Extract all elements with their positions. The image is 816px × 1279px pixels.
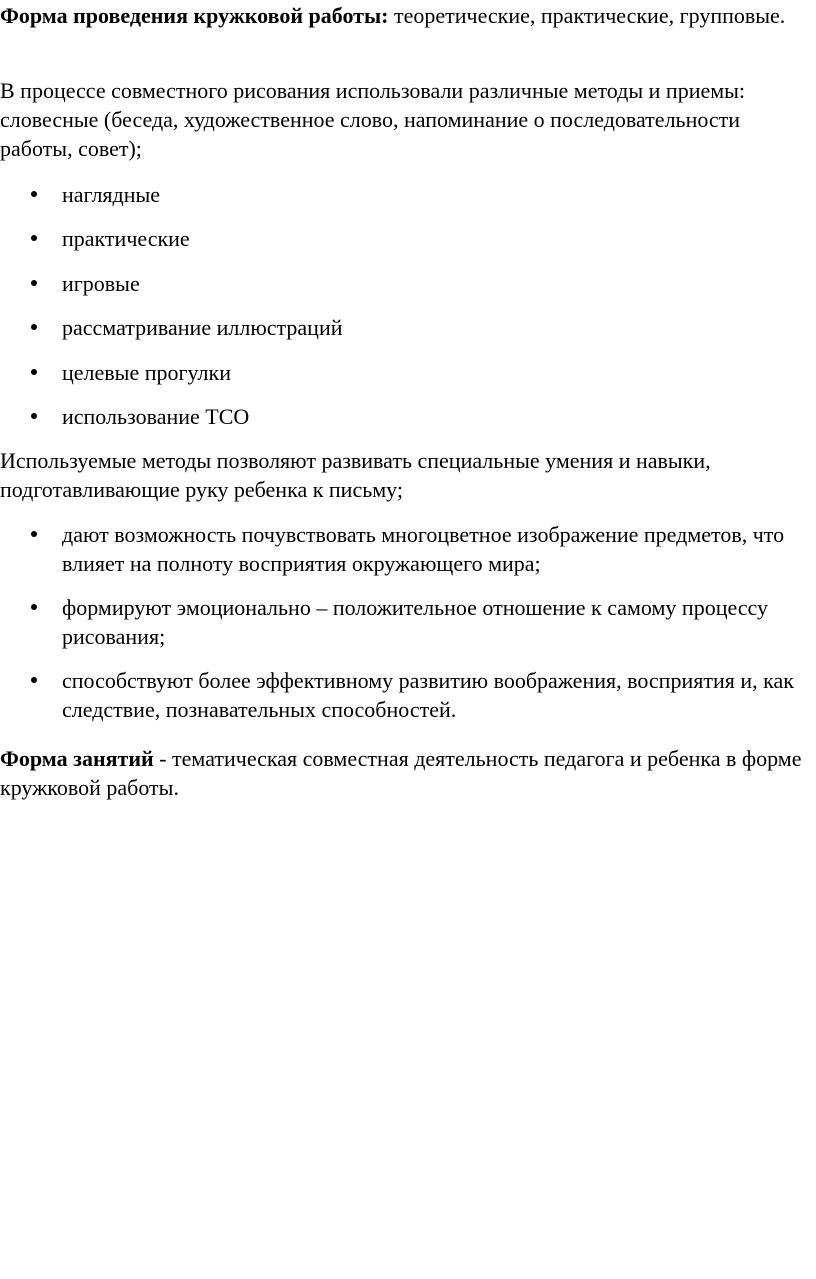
bold-heading: Форма проведения кружковой работы: [0, 3, 389, 28]
list-item-text: рассматривание иллюстраций [62, 315, 343, 341]
paragraph-form-of-classes [0, 744, 814, 802]
bullet-icon [31, 677, 37, 683]
list-item [0, 593, 814, 651]
bullet-icon [31, 235, 37, 241]
list-item-text: практические [62, 226, 190, 252]
list-item [0, 358, 814, 402]
list-item [0, 402, 814, 446]
list-item [0, 224, 814, 268]
list-item-text: дают возможность почувствовать многоцветное изображение предметов, что влияет на полноту восприятия окружающего мира; [62, 522, 785, 576]
paragraph-methods-purpose: Используемые методы позволяют развивать специальные умения и навыки, подготавливающие руку ребенка к письму; [0, 448, 711, 502]
bullet-icon [31, 413, 37, 419]
bullet-icon [31, 604, 37, 610]
list-item-text: наглядные [62, 182, 161, 207]
list-item-text: способствуют более эффективному развитию воображения, восприятия и, как следствие, познавательных способностей. [62, 668, 794, 722]
methods-list [0, 180, 814, 446]
bold-heading: Форма занятий [0, 746, 154, 771]
list-item-text: формируют эмоционально – положительное отношение к самому процессу рисования; [62, 595, 769, 649]
bullet-icon [31, 531, 37, 537]
paragraph-methods-intro: В процессе совместного рисования использовали различные методы и приемы: словесные (беседа, художественное слово, напоминание о последовательности работы, совет); [0, 78, 746, 161]
bullet-icon [31, 191, 37, 197]
paragraph-form-of-club-work [0, 1, 814, 30]
bullet-icon [31, 324, 37, 330]
list-item [0, 269, 814, 313]
list-item [0, 180, 814, 224]
list-item-text: игровые [62, 270, 140, 296]
list-item [0, 313, 814, 357]
paragraph-text: теоретические, практические, групповые. [388, 3, 786, 28]
list-item-text: целевые прогулки [62, 359, 231, 385]
list-item-text: использование ТСО [62, 403, 250, 429]
bullet-icon [31, 280, 37, 286]
list-item [0, 520, 814, 578]
paragraph-text: - тематическая совместная деятельность педагога и ребенка в форме кружковой работы. [0, 746, 802, 800]
benefits-list [0, 520, 814, 739]
bullet-icon [31, 369, 37, 375]
list-item [0, 666, 814, 724]
